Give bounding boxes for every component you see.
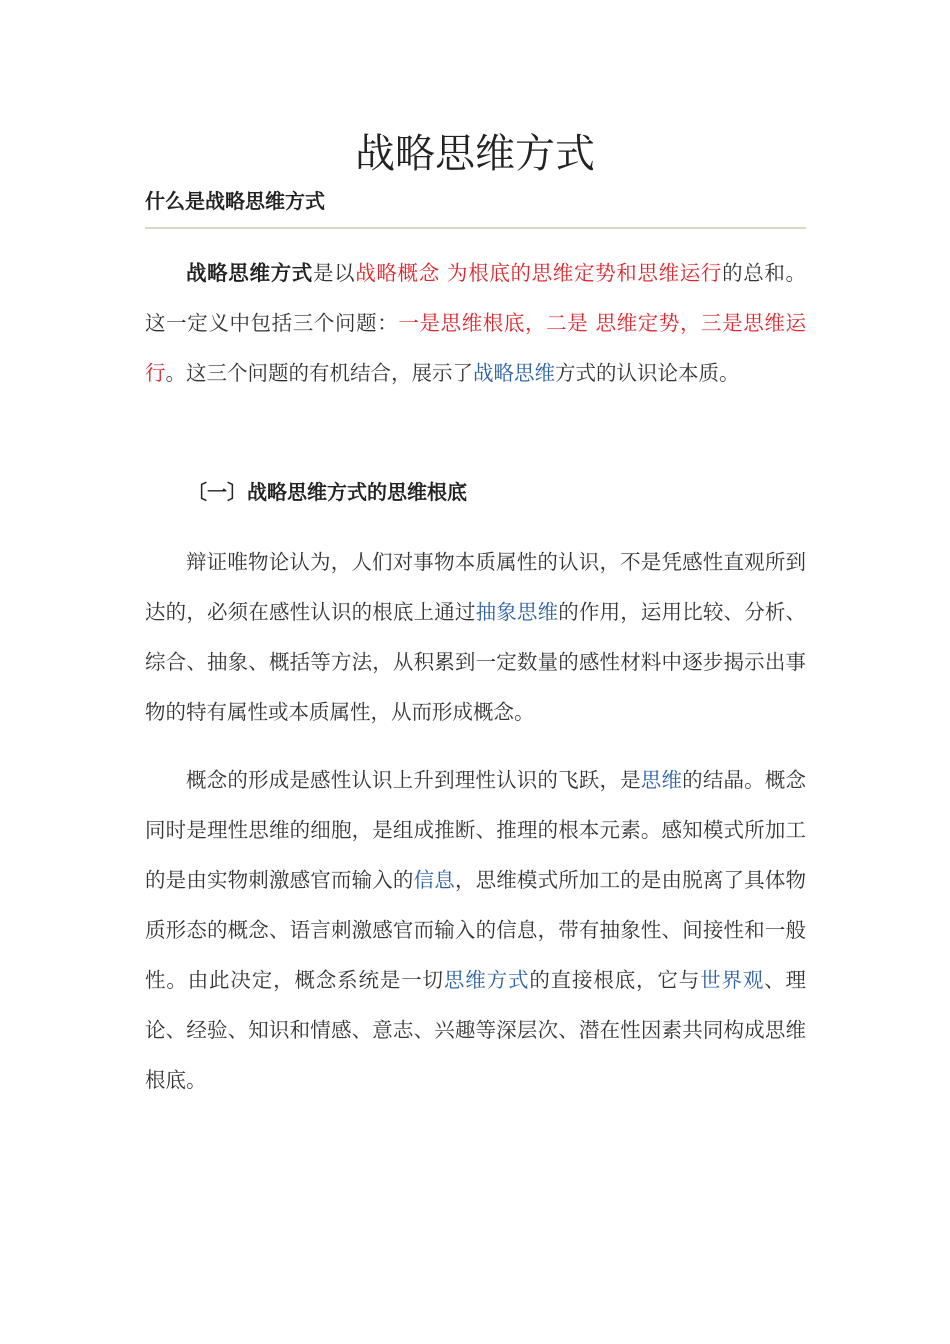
text-span: ，思维模式所加工的是由脱离了具体物质形态的概念、语言刺激感官而输入的信息，带有抽象性、间接性和一般性。由此决定，概念系统是一切 bbox=[145, 868, 807, 992]
definition-paragraph bbox=[145, 248, 806, 398]
section-heading: 〔一〕战略思维方式的思维根底 bbox=[187, 480, 467, 504]
text-span: 概念的形成是感性认识上升到理性认识的飞跃，是 bbox=[186, 768, 641, 792]
text-span: 的总和。这一定义中包括三个问题： bbox=[145, 261, 807, 335]
text-span: 的作用，运用比较、分析、综合、抽象、概括等方法，从积累到一定数量的感性材料中逐步揭示出事物的特有属性或本质属性，从而形成概念。 bbox=[145, 600, 807, 724]
body-paragraph bbox=[145, 537, 806, 737]
text-span: 。这三个问题的有机结合，展示了 bbox=[165, 361, 473, 385]
page-title: 战略思维方式 bbox=[355, 131, 595, 177]
text-span: 方式的认识论本质。 bbox=[555, 361, 740, 385]
link-abstract-thinking[interactable]: 抽象思维 bbox=[475, 600, 559, 624]
body-paragraph bbox=[145, 755, 806, 1105]
link-thinking[interactable]: 思维 bbox=[640, 768, 683, 792]
text-span: 、理论、经验、知识和情感、意志、兴趣等深层次、潜在性因素共同构成思维根底。 bbox=[145, 968, 807, 1092]
link-strategic-thinking[interactable]: 战略思维 bbox=[473, 361, 555, 385]
divider bbox=[145, 227, 806, 229]
text-span: 是以 bbox=[312, 261, 356, 285]
red-emphasis: 一是思维根底，二是 思维定势，三是思维运行 bbox=[145, 311, 807, 385]
section-subtitle: 什么是战略思维方式 bbox=[145, 189, 325, 213]
text-span: 的结晶。概念同时是理性思维的细胞，是组成推断、推理的根本元素。感知模式所加工的是由实物刺激感官而输入的 bbox=[145, 768, 807, 892]
red-emphasis: 战略概念 为根底的思维定势和思维运行 bbox=[355, 261, 723, 285]
link-information[interactable]: 信息 bbox=[413, 868, 455, 892]
text-span: 的直接根底，它与 bbox=[529, 968, 701, 992]
link-thinking-mode[interactable]: 思维方式 bbox=[443, 968, 530, 992]
text-span: 辩证唯物论认为，人们对事物本质属性的认识，不是凭感性直观所到达的，必须在感性认识的根底上通过 bbox=[145, 550, 806, 624]
link-worldview[interactable]: 世界观 bbox=[700, 968, 765, 992]
bold-term: 战略思维方式 bbox=[186, 261, 313, 285]
